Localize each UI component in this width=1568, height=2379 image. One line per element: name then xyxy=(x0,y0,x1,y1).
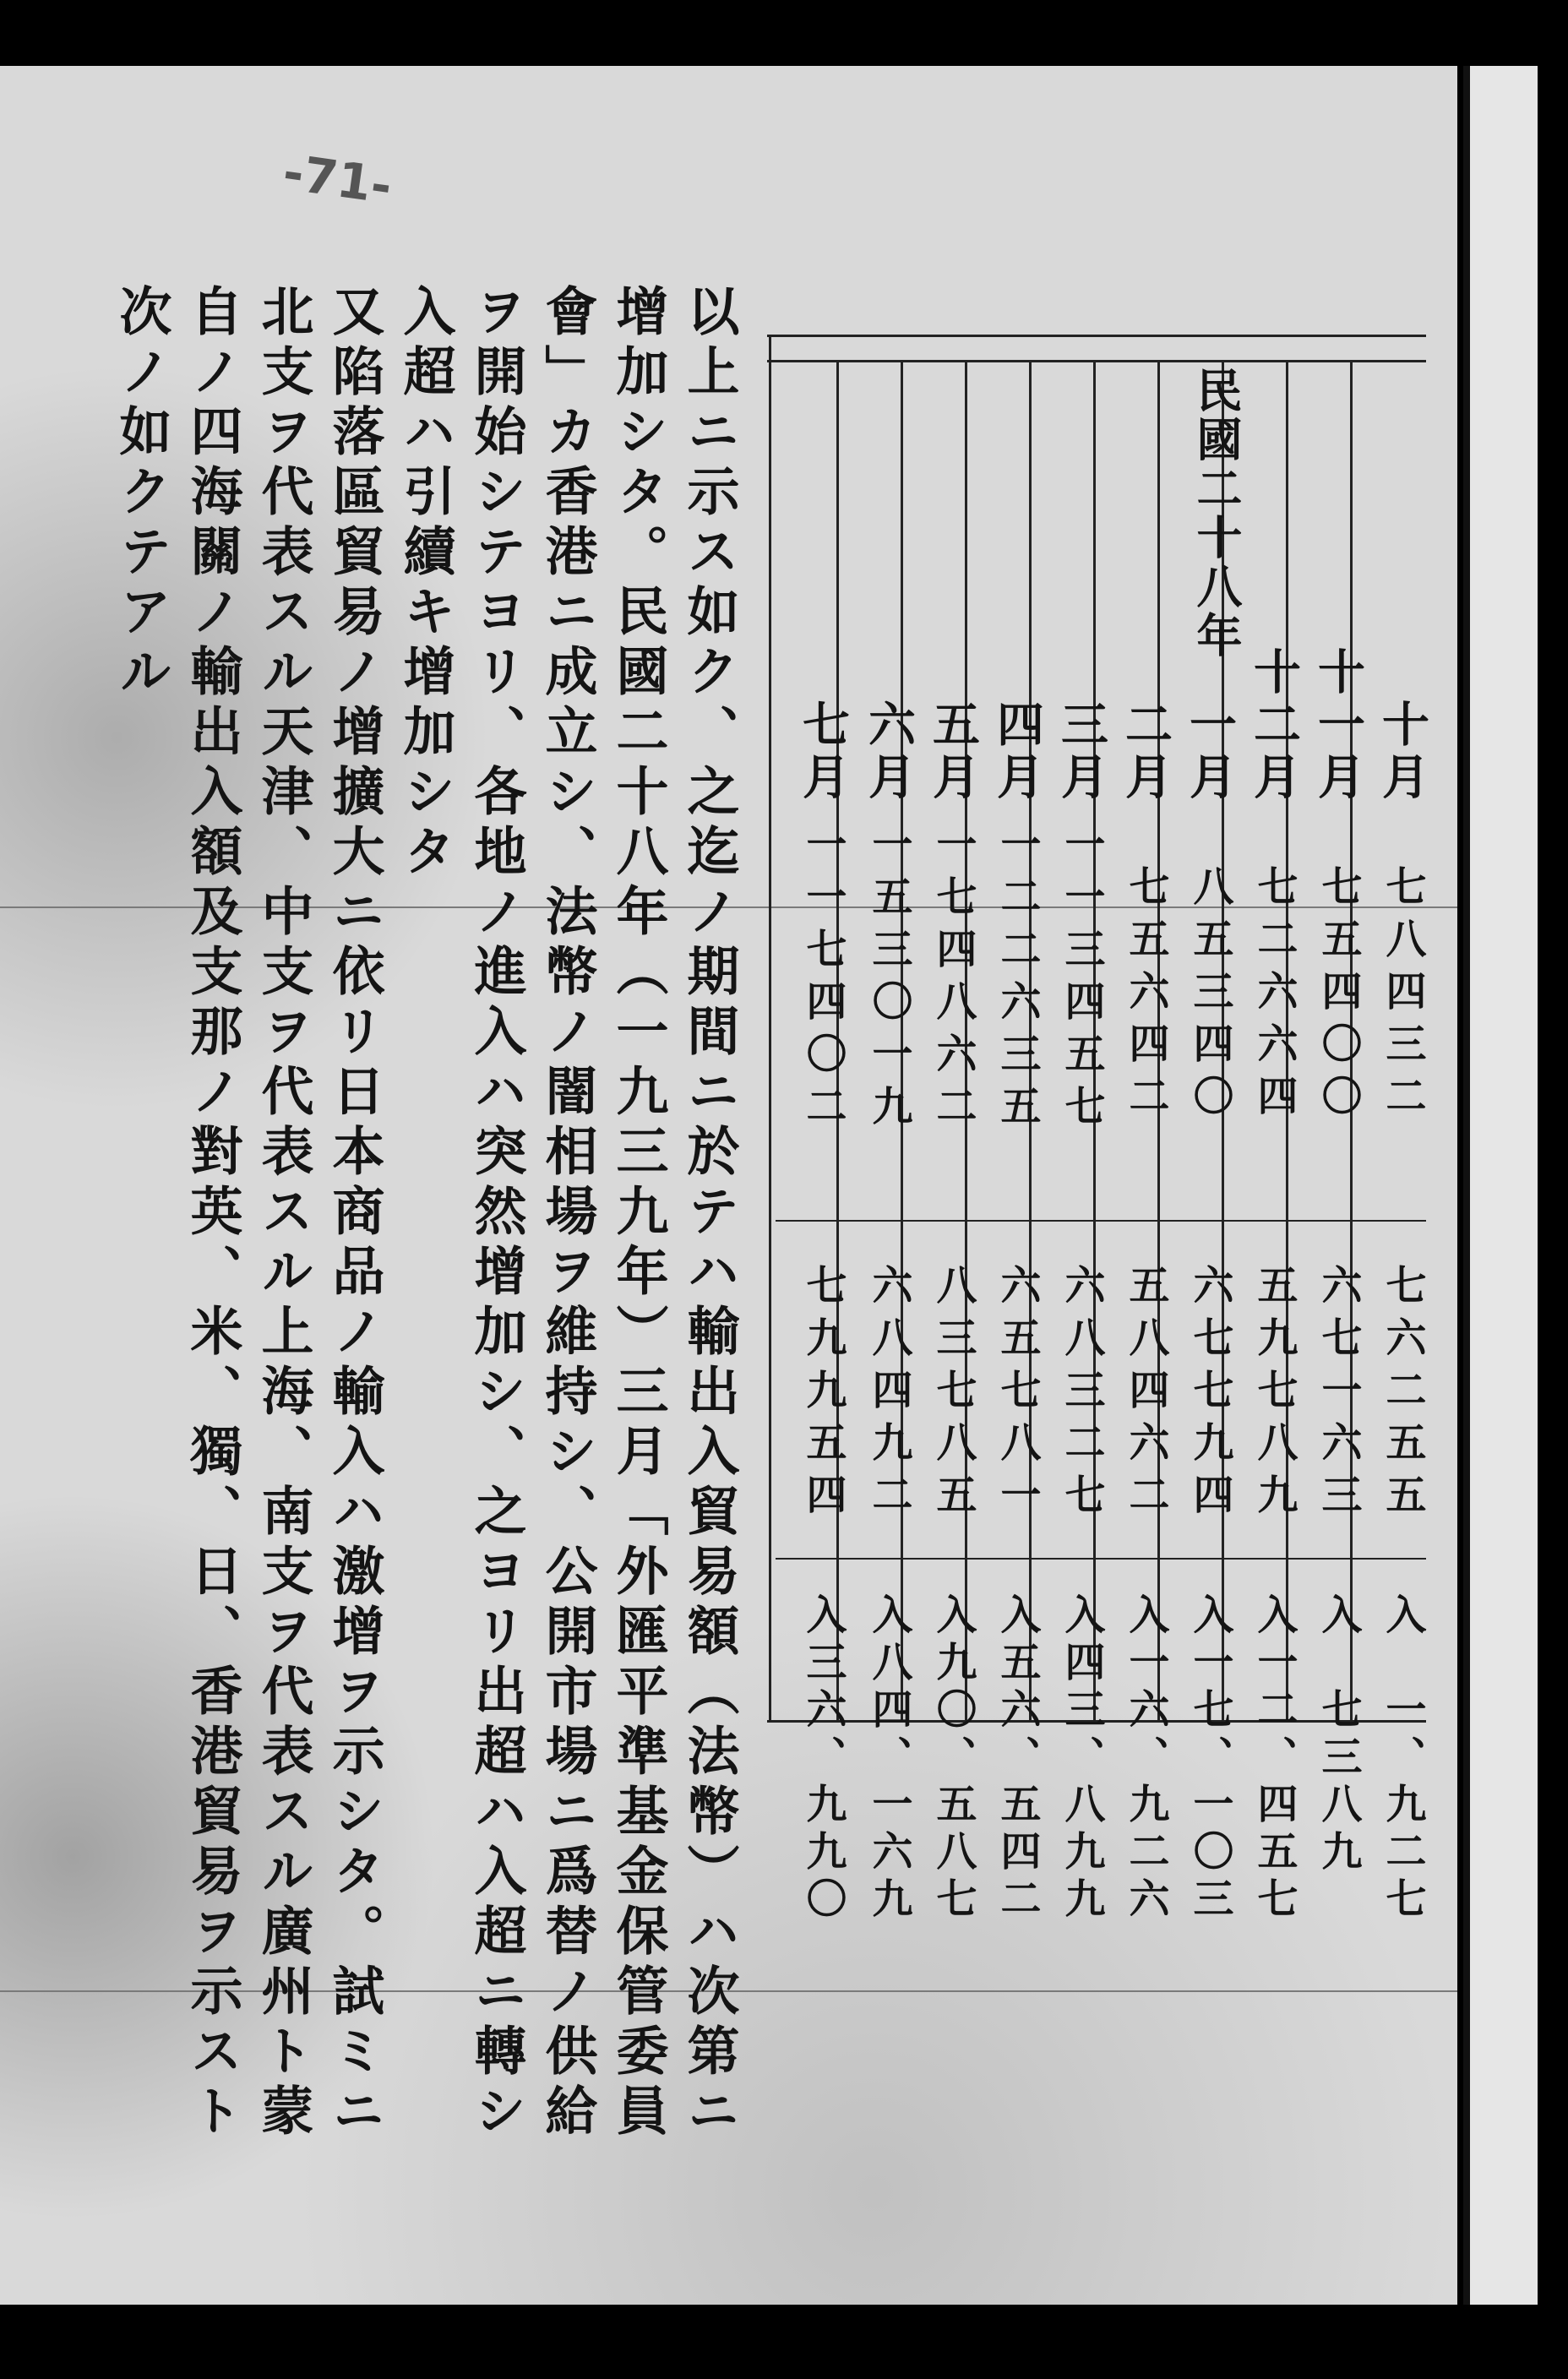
month-label: 一月 xyxy=(1182,700,1238,804)
month-label: 二月 xyxy=(1118,700,1173,804)
table-section-rule xyxy=(776,1220,1426,1222)
import-value: 六五七八一 xyxy=(994,1264,1041,1526)
month-label: 三月 xyxy=(1054,700,1109,804)
import-value: 八三七八五 xyxy=(929,1264,977,1526)
import-value: 五九七八九 xyxy=(1250,1264,1298,1526)
body-text-column: 入超ハ引續キ增加シタ xyxy=(395,284,456,884)
export-value: 一一三四五七 xyxy=(1058,823,1105,1137)
balance-value: 入九〇、五八七 xyxy=(929,1593,977,1924)
month-label: 十一月 xyxy=(1310,647,1366,804)
export-value: 七二六六四 xyxy=(1250,865,1298,1127)
balance-value: 入一二、四五七 xyxy=(1250,1593,1298,1924)
adjacent-page-edge xyxy=(1463,66,1538,2305)
table-header-rule xyxy=(767,360,1426,362)
export-value: 一五三〇一九 xyxy=(865,823,912,1137)
body-text-column: 次ノ如クテアル xyxy=(111,284,172,704)
export-value: 八五三四〇 xyxy=(1186,865,1233,1127)
export-value: 一二二六三五 xyxy=(994,823,1041,1137)
month-label: 十月 xyxy=(1375,700,1430,804)
body-text-column: 以上ニ示ス如ク、之迄ノ期間ニ於テハ輸出入貿易額（法幣）ハ次第ニ xyxy=(678,284,740,2143)
month-label: 七月 xyxy=(795,700,851,804)
table-section-rule xyxy=(776,1558,1426,1560)
table-left-rule xyxy=(769,335,771,1720)
balance-value: 入一六、九二六 xyxy=(1122,1593,1169,1924)
balance-value: 入四三、八九九 xyxy=(1058,1593,1105,1924)
document-page xyxy=(0,66,1457,2305)
body-text-column: 又陷落區貿易ノ增擴大ニ依リ日本商品ノ輸入ハ激增ヲ示シタ。試ミニ xyxy=(324,284,385,2143)
balance-value: 入一七、一〇三 xyxy=(1186,1593,1233,1924)
body-text-column: 增加シタ。民國二十八年（一九三九年）三月「外匯平準基金保管委員 xyxy=(607,284,669,2143)
import-value: 六八四九二 xyxy=(865,1264,912,1526)
export-value: 七八四三二 xyxy=(1379,865,1426,1127)
table-top-rule xyxy=(767,335,1426,337)
import-value: 六七一六三 xyxy=(1315,1264,1362,1526)
month-label: 六月 xyxy=(861,700,917,804)
page-number: -71- xyxy=(279,143,395,215)
export-value: 一一七四〇二 xyxy=(799,823,847,1137)
balance-value: 入八四、一六九 xyxy=(865,1593,912,1924)
export-value: 七五六四二 xyxy=(1122,865,1169,1127)
body-text-column: 自ノ四海關ノ輸出入額及支那ノ對英、米、獨、日、香港貿易ヲ示スト xyxy=(182,284,243,2143)
month-label: 四月 xyxy=(989,700,1045,804)
body-text-column: 北支ヲ代表スル天津、中支ヲ代表スル上海、南支ヲ代表スル廣州ト蒙 xyxy=(253,284,314,2143)
year-label: 民國二十八年 xyxy=(1190,367,1244,661)
import-value: 七六二五五 xyxy=(1379,1264,1426,1526)
month-label: 十二月 xyxy=(1246,647,1302,804)
body-text-column: ヲ開始シテヨリ、各地ノ進入ハ突然增加シ、之ヨリ出超ハ入超ニ轉シ xyxy=(466,284,527,2143)
export-value: 七五四〇〇 xyxy=(1315,865,1362,1127)
balance-value: 入 一、九二七 xyxy=(1379,1593,1426,1924)
import-value: 七九九五四 xyxy=(799,1264,847,1526)
import-value: 六八三二七 xyxy=(1058,1264,1105,1526)
export-value: 一七四八六二 xyxy=(929,823,977,1137)
balance-value: 入五六、五四二 xyxy=(994,1593,1041,1924)
body-text-column: 會」カ香港ニ成立シ、法幣ノ闇相場ヲ維持シ、公開市場ニ爲替ノ供給 xyxy=(536,284,598,2143)
month-label: 五月 xyxy=(925,700,981,804)
balance-value: 入三六、九九〇 xyxy=(799,1593,847,1924)
import-value: 五八四六二 xyxy=(1122,1264,1169,1526)
import-value: 六七七九四 xyxy=(1186,1264,1233,1526)
trade-table xyxy=(767,335,1430,1924)
balance-value: 入 七三八九 xyxy=(1315,1593,1362,1877)
